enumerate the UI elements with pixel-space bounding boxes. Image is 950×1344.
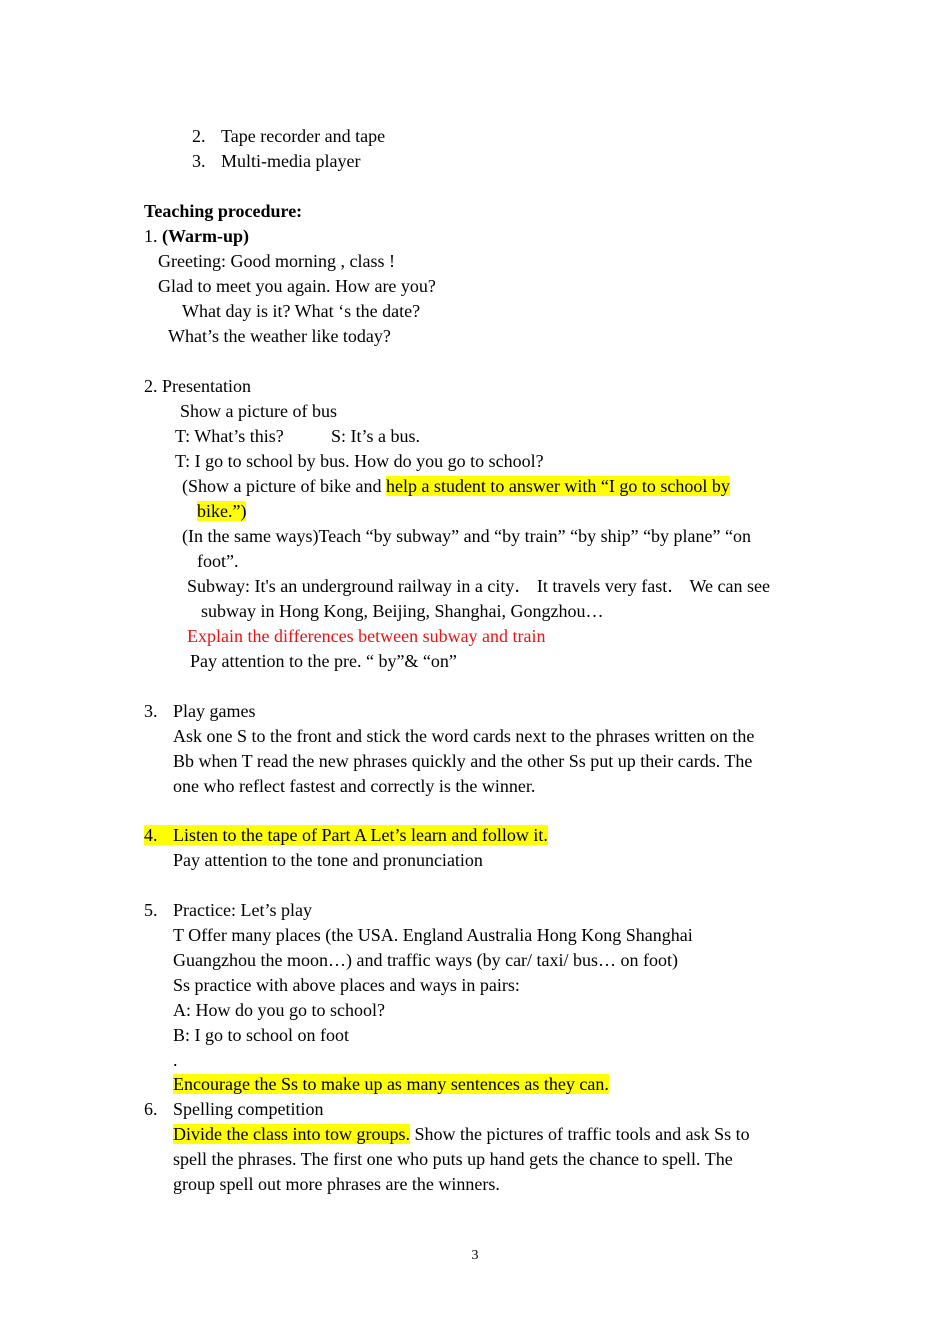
presentation-line: foot”. (197, 551, 239, 571)
presentation-line: Pay attention to the pre. “ by”& “on” (190, 651, 457, 671)
section-heading: Teaching procedure: (144, 201, 303, 221)
warmup-line: What’s the weather like today? (168, 326, 391, 346)
highlighted-text: bike.”) (197, 501, 247, 521)
presentation-line: T: What’s this? (175, 426, 284, 446)
red-note: Explain the differences between subway and train (187, 626, 546, 646)
section-2-title: 2. Presentation (144, 376, 251, 396)
warmup-line: Greeting: Good morning , class ! (158, 251, 395, 271)
spelling-line: group spell out more phrases are the winners. (173, 1174, 500, 1194)
practice-line: B: I go to school on foot (173, 1025, 349, 1045)
highlighted-text: help a student to answer with “I go to school by (385, 476, 730, 496)
materials-item: 2. Tape recorder and tape (192, 126, 386, 146)
presentation-line: subway in Hong Kong, Beijing, Shanghai, Gongzhou… (201, 601, 604, 621)
spelling-line: Divide the class into tow groups. Show the pictures of traffic tools and ask Ss to (173, 1124, 750, 1144)
practice-line: A: How do you go to school? (173, 1000, 385, 1020)
page-number: 3 (471, 1248, 479, 1263)
highlighted-text: Divide the class into tow groups. (173, 1124, 410, 1144)
presentation-line: T: I go to school by bus. How do you go to school? (175, 451, 544, 471)
warmup-line: What day is it? What ‘s the date? (182, 301, 421, 321)
practice-line: Guangzhou the moon…) and traffic ways (by car/ taxi/ bus… on foot) (173, 950, 679, 970)
presentation-line: (In the same ways)Teach “by subway” and “by train” “by ship” “by plane” “on (182, 526, 752, 546)
spelling-line: spell the phrases. The first one who puts up hand gets the chance to spell. The (173, 1149, 733, 1169)
presentation-line: S: It’s a bus. (331, 426, 421, 446)
listen-line: Pay attention to the tone and pronunciation (173, 850, 483, 870)
section-3-title: 3. Play games (144, 701, 256, 721)
section-6-title: 6. Spelling competition (144, 1099, 324, 1119)
materials-item: 3. Multi-media player (192, 151, 361, 171)
practice-line: Ss practice with above places and ways in pairs: (173, 975, 520, 995)
warmup-line: Glad to meet you again. How are you? (158, 276, 436, 296)
games-line: one who reflect fastest and correctly is the winner. (173, 776, 536, 796)
section-4-title: 4. Listen to the tape of Part A Let’s learn and follow it. (144, 825, 548, 845)
games-line: Ask one S to the front and stick the word cards next to the phrases written on the (173, 726, 755, 746)
presentation-line (197, 499, 246, 524)
section-1-title: 1. (Warm-up) (144, 226, 249, 246)
presentation-line: Show a picture of bus (180, 401, 337, 421)
practice-line: . (173, 1050, 178, 1070)
section-5-title: 5. Practice: Let’s play (144, 900, 312, 920)
games-line: Bb when T read the new phrases quickly and the other Ss put up their cards. The (173, 751, 753, 771)
presentation-line: (Show a picture of bike and help a student to answer with “I go to school by (182, 476, 730, 496)
highlighted-text: Encourage the Ss to make up as many sentences as they can. (173, 1074, 609, 1094)
practice-line: T Offer many places (the USA. England Australia Hong Kong Shanghai (173, 925, 693, 945)
presentation-line: Subway: It's an underground railway in a city． It travels very fast． We can see (187, 576, 770, 596)
practice-line (173, 1072, 609, 1097)
